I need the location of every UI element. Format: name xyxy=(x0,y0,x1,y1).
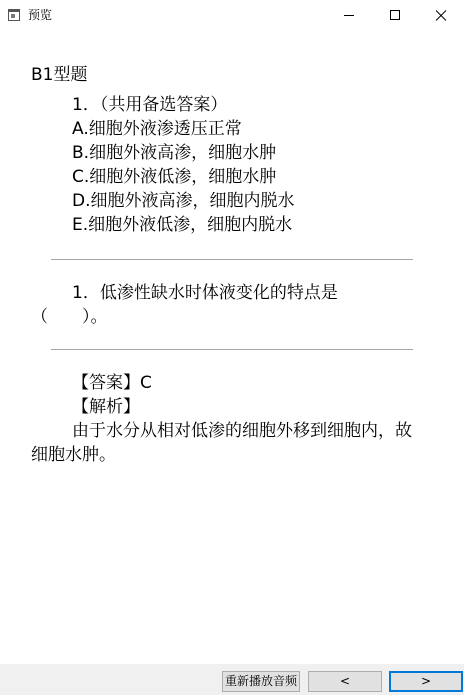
option-e: E.细胞外液低渗，细胞内脱水 xyxy=(72,215,293,235)
question-type-heading: B1型题 xyxy=(31,65,88,85)
maximize-button[interactable] xyxy=(372,0,418,31)
minimize-icon xyxy=(343,10,355,22)
window-title: 预览 xyxy=(28,8,53,22)
answer-section xyxy=(31,371,421,467)
option-a: A.细胞外液渗透压正常 xyxy=(72,119,242,139)
answer-label: 【答案】C xyxy=(72,373,152,393)
shared-options xyxy=(72,93,295,237)
close-icon xyxy=(435,10,447,22)
next-button[interactable]: > xyxy=(389,671,463,692)
app-window-icon xyxy=(8,9,20,21)
analysis-label: 【解析】 xyxy=(72,397,140,417)
option-c: C.细胞外液低渗，细胞水肿 xyxy=(72,167,277,187)
shared-options-header: 1．（共用备选答案） xyxy=(72,95,228,115)
close-button[interactable] xyxy=(418,0,464,31)
divider-bottom xyxy=(51,349,413,350)
option-b: B.细胞外液高渗，细胞水肿 xyxy=(72,143,277,163)
previous-button[interactable]: < xyxy=(308,671,382,692)
maximize-icon xyxy=(389,10,401,22)
preview-content xyxy=(0,31,464,664)
replay-audio-button[interactable]: 重新播放音频 xyxy=(222,671,300,692)
option-d: D.细胞外液高渗，细胞内脱水 xyxy=(72,191,295,211)
minimize-button[interactable] xyxy=(326,0,372,31)
analysis-text: 由于水分从相对低渗的细胞外移到细胞内，故细胞水肿。 xyxy=(31,421,412,465)
divider-top xyxy=(51,259,413,260)
bottom-toolbar xyxy=(0,664,464,695)
question-stem: 1．低渗性缺水时体液变化的特点是（ ）。 xyxy=(31,283,338,327)
title-bar xyxy=(0,0,464,31)
